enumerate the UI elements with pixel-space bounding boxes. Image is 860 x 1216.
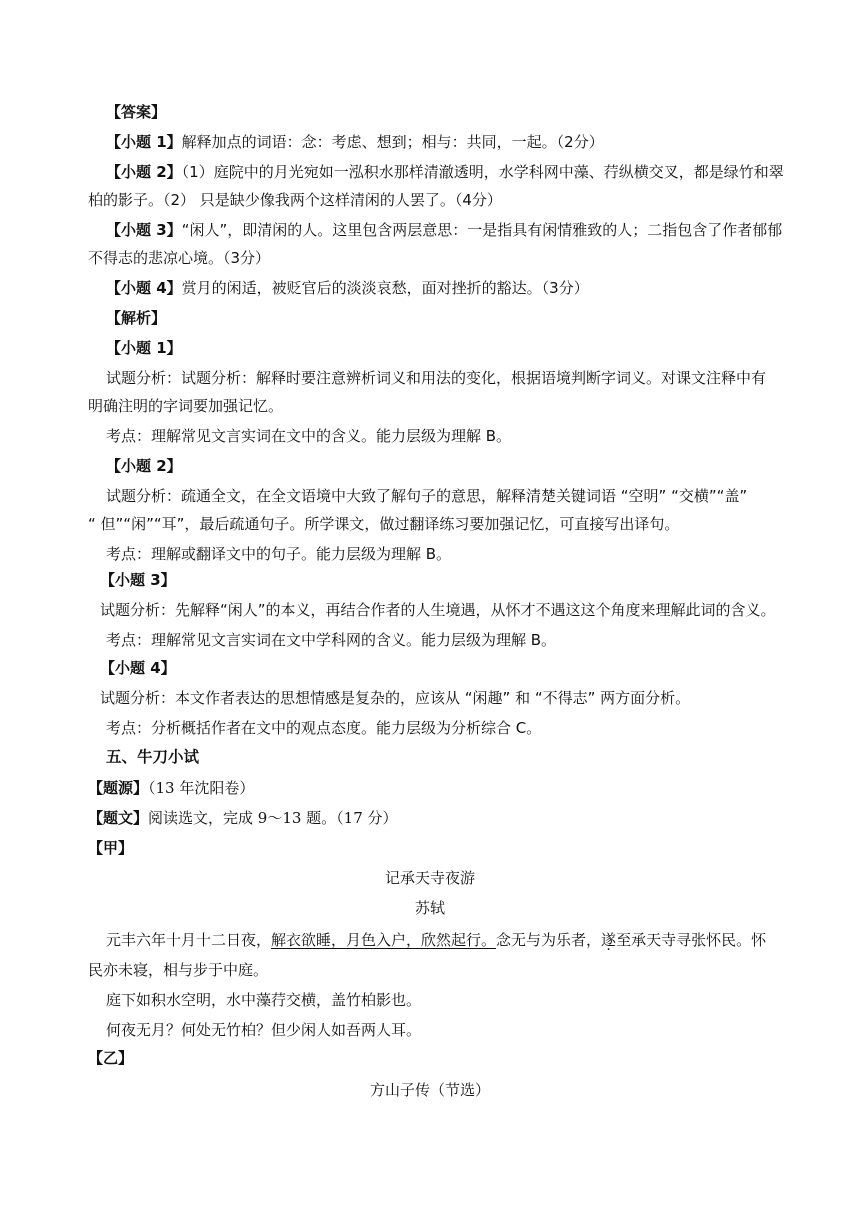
- jia-author: 苏轼: [414, 899, 445, 917]
- analysis-q2-line2: “ 但”“闲”“耳”，最后疏通句子。所学课文，做过翻译练习要加强记忆，可直接写出译句。: [88, 515, 680, 533]
- analysis-q1-kaodian: 考点：理解常见文言实词在文中的含义。能力层级为理解 B。: [106, 427, 512, 445]
- jia-paragraph-3: 何夜无月？何处无竹柏？但少闲人如吾两人耳。: [106, 1021, 422, 1039]
- jia-paragraph-1: [106, 930, 766, 950]
- jia-paragraph-1-line2: 民亦未寝，相与步于中庭。: [88, 961, 269, 979]
- analysis-q2-label: 【小题 2】: [106, 457, 182, 475]
- jia-label: 【甲】: [88, 839, 134, 857]
- answer-q2-line2: 柏的影子。（2） 只是缺少像我两个这样清闲的人罢了。（4分）: [88, 191, 502, 209]
- answer-heading: 【答案】: [106, 103, 167, 121]
- analysis-q1-label: 【小题 1】: [106, 339, 182, 357]
- jia-p1-part-a: 元丰六年十月十二日夜，: [106, 931, 272, 949]
- yi-title: 方山子传（节选）: [369, 1081, 490, 1099]
- source-line: [88, 778, 254, 798]
- analysis-q2-kaodian: 考点：理解或翻译文中的句子。能力层级为理解 B。: [106, 545, 452, 563]
- jia-p1-part-c: 至承天寺寻张怀民。怀: [616, 931, 767, 949]
- jia-p1-underlined: 解衣欲睡，月色入户，欣然起行。: [271, 931, 497, 949]
- analysis-q3-line1: 试题分析：先解释“闲人”的本义，再结合作者的人生境遇，从怀才不遇这这个角度来理解此词的含义。: [100, 601, 776, 619]
- answer-q1-text: 解释加点的词语：念：考虑、想到；相与：共同，一起。（2分）: [181, 133, 604, 151]
- answer-q2-label: 【小题 2】: [106, 163, 182, 181]
- analysis-q4-label: 【小题 4】: [100, 659, 176, 677]
- question-text: 阅读选文，完成 9～13 题。（17 分）: [148, 809, 398, 827]
- answer-q4-text: 赏月的闲适，被贬官后的淡淡哀愁，面对挫折的豁达。（3分）: [181, 279, 589, 297]
- analysis-q2-line1: 试题分析：疏通全文，在全文语境中大致了解句子的意思，解释清楚关键词语 “空明” “交横”“盖”: [106, 487, 748, 505]
- analysis-q3-label: 【小题 3】: [100, 571, 176, 589]
- answer-q2-line1: （1）庭院中的月光宛如一泓积水那样清澈透明，水学科网中藻、荇纵横交叉，都是绿竹和翠: [181, 163, 784, 181]
- source-label: 【题源】: [88, 779, 149, 797]
- answer-q3-line2: 不得志的悲凉心境。（3分）: [88, 249, 271, 267]
- jia-title: 记承天寺夜游: [384, 869, 475, 887]
- answer-q3-line1: “闲人”，即清闲的人。这里包含两层意思：一是指具有闲情雅致的人；二指包含了作者郁郁: [181, 221, 783, 239]
- analysis-q1-line2: 明确注明的字词要加强记忆。: [88, 397, 284, 415]
- yi-label: 【乙】: [88, 1049, 134, 1067]
- answer-q3-label: 【小题 3】: [106, 221, 182, 239]
- jia-paragraph-2: 庭下如积水空明，水中藻荇交横，盖竹柏影也。: [106, 991, 422, 1009]
- question-label: 【题文】: [88, 809, 149, 827]
- section5-title: 五、牛刀小试: [106, 748, 200, 766]
- source-text: （13 年沈阳卷）: [148, 779, 255, 797]
- analysis-q3-kaodian: 考点：理解常见文言实词在文中学科网的含义。能力层级为理解 B。: [106, 631, 557, 649]
- answer-q1: [106, 132, 604, 152]
- answer-q3: [106, 220, 782, 240]
- jia-p1-part-b: 念无与为乐者，: [496, 931, 602, 949]
- analysis-heading: 【解析】: [106, 309, 167, 327]
- jia-p1-dotted-word: 遂: [601, 931, 617, 949]
- analysis-q4-line1: 试题分析：本文作者表达的思想情感是复杂的，应该从 “闲趣” 和 “不得志” 两方面分析。: [100, 689, 691, 707]
- answer-q1-label: 【小题 1】: [106, 133, 182, 151]
- analysis-q4-kaodian: 考点：分析概括作者在文中的观点态度。能力层级为分析综合 C。: [106, 719, 542, 737]
- answer-q4: [106, 278, 589, 298]
- analysis-q1-line1: 试题分析：试题分析：解释时要注意辨析词义和用法的变化，根据语境判断字词义。对课文注释中有: [106, 369, 767, 387]
- answer-q4-label: 【小题 4】: [106, 279, 182, 297]
- question-line: [88, 808, 398, 828]
- answer-q2: [106, 162, 784, 182]
